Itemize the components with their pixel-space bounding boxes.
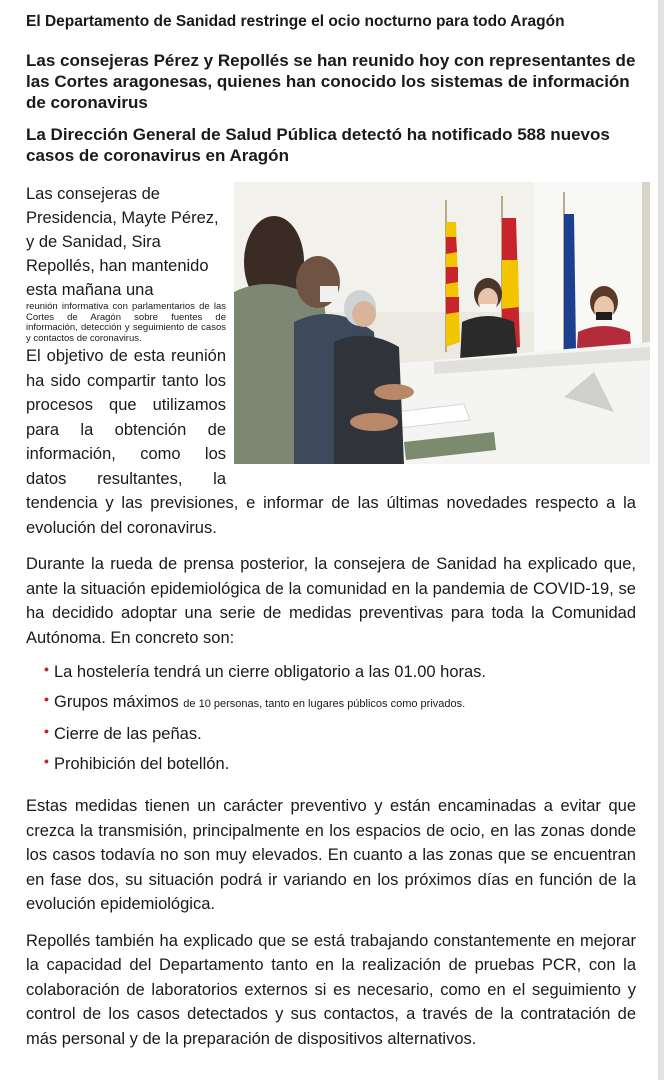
lead-small-note: reunión informativa con parlamentarios de las Cortes de Aragón sobre fuentes de información, detección y seguimiento de casos y contactos de coronavirus.: [26, 301, 226, 344]
article-subhead-2: La Dirección General de Salud Pública detectó ha notificado 588 nuevos casos de coronavirus en Aragón: [26, 125, 610, 165]
measure-text: Prohibición del botellón.: [54, 755, 230, 773]
capacity-paragraph: Repollés también ha explicado que se está trabajando constantemente en mejorar la capacidad del Departamento tanto en la realización de pruebas PCR, con la colaboración de laboratorios externos si es necesario, como en el seguimiento y control de los casos detectados y sus contactos, a través de la contratación de más personal y de la preparación de dispositivos alternativos.: [26, 931, 636, 1048]
article-subhead-1: Las consejeras Pérez y Repollés se han reunido hoy con representantes de las Cortes aragonesas, quienes han conocido los sistemas de información de coronavirus: [26, 51, 636, 112]
measure-text: Grupos máximos: [54, 693, 179, 711]
meeting-photo: [234, 182, 650, 464]
meeting-photo-illustration: [234, 182, 650, 464]
measure-text: La hostelería tendrá un cierre obligatorio a las 01.00 horas.: [54, 663, 487, 681]
press-paragraph: Durante la rueda de prensa posterior, la consejera de Sanidad ha explicado que, ante la situación epidemiológica de la comunidad en la pandemia de COVID-19, se ha decidido adoptar una serie de medidas preventivas para toda la Comunidad Autónoma. En concreto son:: [26, 555, 636, 647]
measures-list: [26, 662, 636, 774]
list-item: [44, 753, 636, 774]
measure-small-text: de 10 personas, tanto en lugares públicos como privados.: [183, 698, 466, 710]
article-headline: El Departamento de Sanidad restringe el ocio nocturno para todo Aragón: [26, 13, 565, 30]
lead-text-part1: Las consejeras de Presidencia, Mayte Pérez, y de Sanidad, Sira Repollés, han mantenido esta mañana una: [26, 185, 219, 299]
list-item: [44, 691, 636, 714]
bullet-icon: •: [44, 753, 49, 769]
scrollbar-track[interactable]: [658, 0, 664, 1080]
bullet-icon: •: [44, 723, 49, 739]
bullet-icon: •: [44, 691, 49, 707]
lead-text-part2: El objetivo de esta reunión ha sido compartir tanto los procesos que utilizamos para la obtención de información, como los datos resultantes, la tendencia y las previsiones, e informar de las últimas novedades respecto a la evolución del coronavirus.: [26, 347, 636, 537]
list-item: [44, 723, 636, 744]
bullet-icon: •: [44, 661, 49, 677]
measure-text: Cierre de las peñas.: [54, 725, 202, 743]
list-item: [44, 661, 636, 682]
preventive-paragraph: Estas medidas tienen un carácter preventivo y están encaminadas a evitar que crezca la transmisión, principalmente en los espacios de ocio, en las zonas donde los casos todavía no son muy elevados. En cuanto a las zonas que se encuentran en fase dos, su situación podrá ir variando en los próximos días en función de la evolución epidemiológica.: [26, 797, 636, 913]
